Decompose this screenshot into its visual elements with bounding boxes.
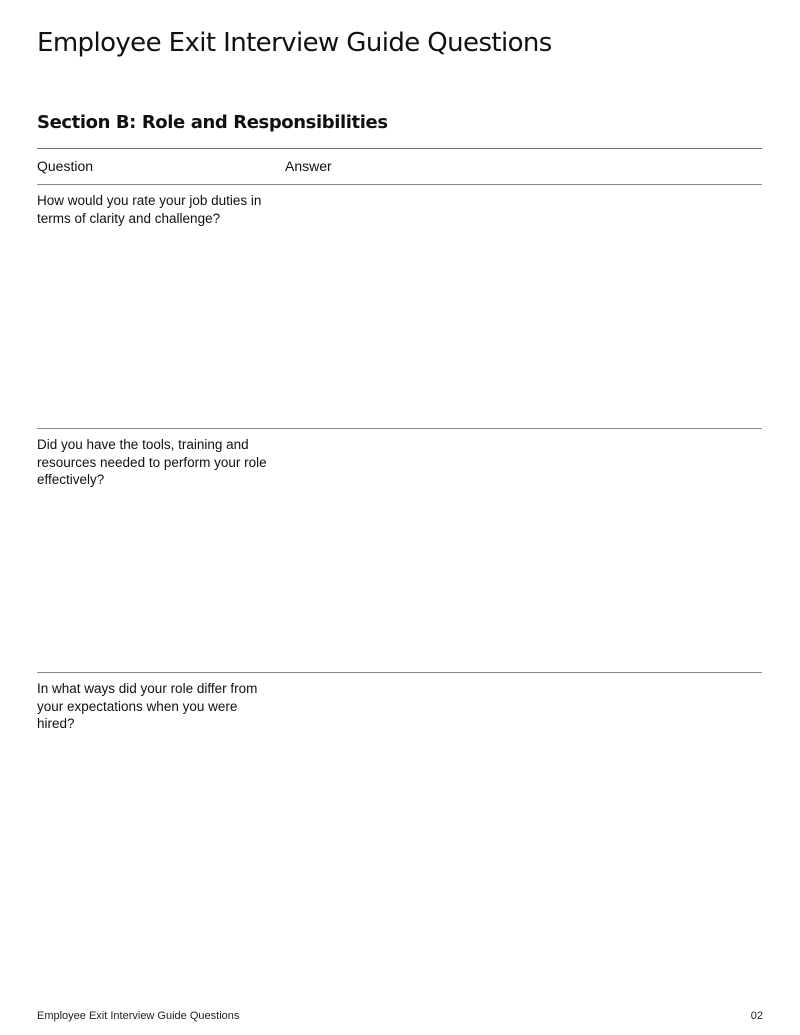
row-divider bbox=[37, 672, 762, 673]
header-divider bbox=[37, 184, 762, 185]
answer-field[interactable] bbox=[285, 434, 762, 668]
column-header-answer: Answer bbox=[285, 158, 332, 174]
column-header-question: Question bbox=[37, 158, 94, 174]
answer-field[interactable] bbox=[285, 190, 762, 424]
row-divider bbox=[37, 428, 762, 429]
question-text: In what ways did your role differ from your expectations when you were hired? bbox=[37, 681, 258, 731]
question-text: How would you rate your job duties in terms of clarity and challenge? bbox=[37, 193, 262, 226]
page-title: Employee Exit Interview Guide Questions bbox=[37, 28, 552, 58]
table-top-divider bbox=[37, 148, 762, 149]
footer-page-number: 02 bbox=[750, 1010, 763, 1022]
section-title: Section B: Role and Responsibilities bbox=[37, 112, 388, 133]
footer-doc-name: Employee Exit Interview Guide Questions bbox=[37, 1010, 240, 1022]
question-text: Did you have the tools, training and resources needed to perform your role effectively? bbox=[37, 437, 267, 487]
answer-field[interactable] bbox=[285, 678, 762, 978]
